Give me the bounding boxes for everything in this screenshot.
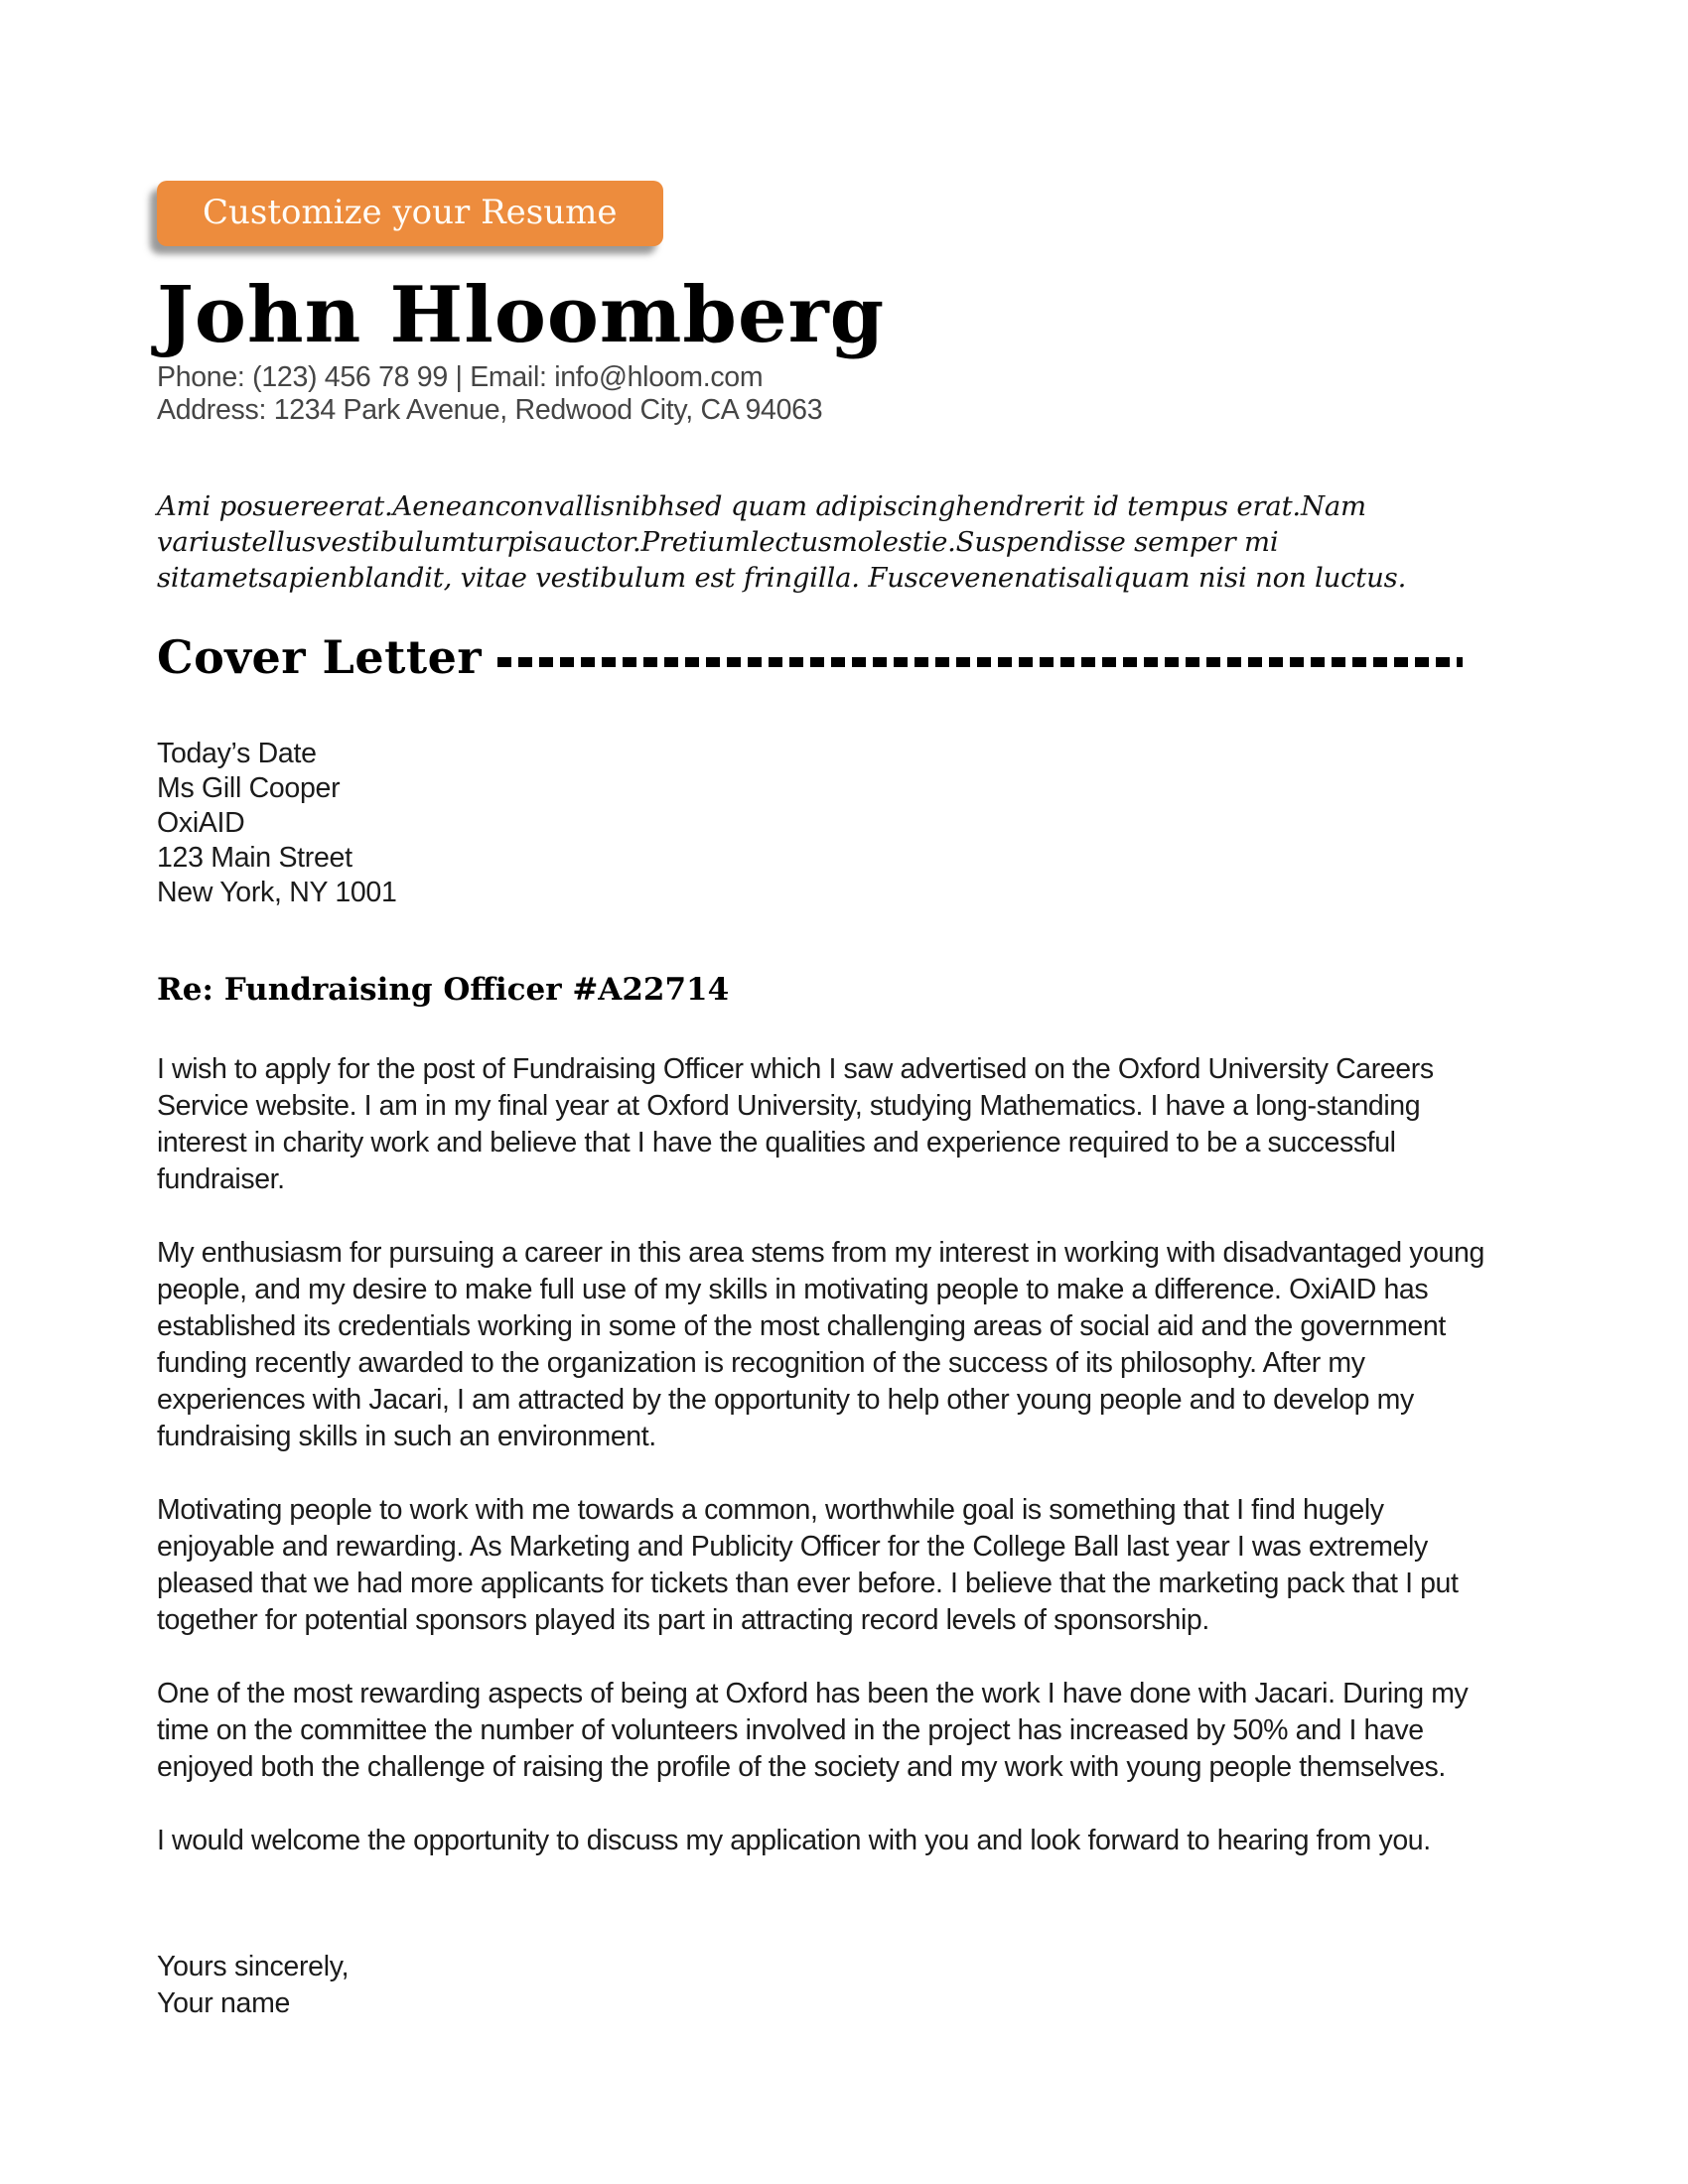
subject-line: Re: Fundraising Officer #A22714: [157, 972, 730, 1008]
recipient-line-date: Today’s Date: [157, 738, 317, 769]
closing-name-placeholder: Your name: [157, 1987, 291, 2019]
recipient-line-city: New York, NY 1001: [157, 877, 397, 908]
letter-paragraph: I wish to apply for the post of Fundraising Officer which I saw advertised on the Oxford University Careers Service website. I am in my final year at Oxford University, studying Mathematics. I have a long-standing interest in charity work and believe that I have the qualities and experience required to be a successful fundraiser.: [157, 1053, 1434, 1195]
letter-paragraph: I would welcome the opportunity to discuss my application with you and look forward to hearing from you.: [157, 1825, 1431, 1856]
section-title: Cover Letter: [157, 630, 483, 684]
letter-paragraph: Motivating people to work with me towards a common, worthwhile goal is something that I find hugely enjoyable and rewarding. As Marketing and Publicity Officer for the College Ball last year I was extremely pleased that we had more applicants for tickets than ever before. I believe that the marketing pack that I put together for potential sponsors played its part in attracting record levels of sponsorship.: [157, 1494, 1459, 1636]
letter-paragraph: My enthusiasm for pursuing a career in this area stems from my interest in working with disadvantaged young people, and my desire to make full use of my skills in motivating people to make a difference. OxiAID has established its credentials working in some of the most challenging areas of social aid and the government funding recently awarded to the organization is recognition of the success of its philosophy. After my experiences with Jacari, I am attracted by the opportunity to help other young people and to develop my fundraising skills in such an environment.: [157, 1237, 1484, 1452]
recipient-line-org: OxiAID: [157, 807, 245, 839]
dashed-rule: [497, 657, 1463, 667]
closing-block: [157, 1949, 1507, 2022]
cover-letter-section-heading: [157, 631, 1463, 683]
candidate-name: John Hloomberg: [157, 270, 886, 360]
customize-resume-button[interactable]: Customize your Resume: [157, 181, 663, 246]
recipient-block: [157, 737, 1507, 910]
address-line: Address: 1234 Park Avenue, Redwood City, CA 94063: [157, 394, 823, 426]
letter-paragraph: One of the most rewarding aspects of being at Oxford has been the work I have done with Jacari. During my time on the committee the number of volunteers involved in the project has increased by 50% and I have enjoyed both the challenge of raising the profile of the society and my work with young people themselves.: [157, 1678, 1469, 1783]
recipient-line-name: Ms Gill Cooper: [157, 772, 341, 804]
recipient-line-street: 123 Main Street: [157, 842, 352, 874]
page-content: [157, 0, 1507, 2022]
summary-paragraph: Ami posuereerat.Aeneanconvallisnibhsed quam adipiscinghendrerit id tempus erat.Nam variustellusvestibulumturpisauctor.Pretiumlectusmolestie.Suspendisse semper mi sitametsapienblandit, vitae vestibulum est fringilla. Fuscevenenatisaliquam nisi non luctus.: [157, 490, 1407, 594]
phone-email-line: Phone: (123) 456 78 99 | Email: info@hloom.com: [157, 361, 764, 393]
closing-salutation: Yours sincerely,: [157, 1951, 350, 1982]
